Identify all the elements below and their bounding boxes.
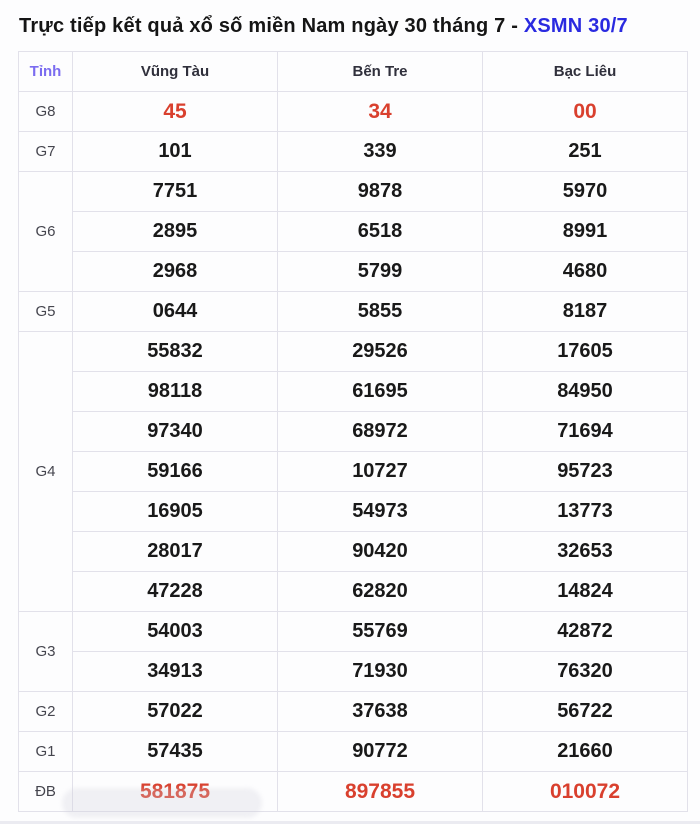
result-cell: 59166 [73, 452, 278, 492]
result-cell: 4680 [483, 252, 688, 292]
result-cell: 8187 [483, 292, 688, 332]
result-cell: 57022 [73, 692, 278, 732]
result-cell: 55832 [73, 332, 278, 372]
result-cell: 14824 [483, 572, 688, 612]
table-row [19, 332, 688, 372]
result-cell: 32653 [483, 532, 688, 572]
result-cell: 101 [73, 132, 278, 172]
result-cell: 97340 [73, 412, 278, 452]
result-cell: 5799 [278, 252, 483, 292]
result-cell: 34 [278, 92, 483, 132]
prize-label-g1: G1 [19, 732, 73, 772]
lottery-results-table [18, 51, 688, 812]
table-row [19, 452, 688, 492]
result-cell: 34913 [73, 652, 278, 692]
result-cell: 54973 [278, 492, 483, 532]
table-row [19, 132, 688, 172]
result-cell: 62820 [278, 572, 483, 612]
header-ben-tre: Bến Tre [278, 52, 483, 92]
result-cell: 897855 [278, 772, 483, 812]
result-cell: 2968 [73, 252, 278, 292]
table-row [19, 572, 688, 612]
result-cell: 71694 [483, 412, 688, 452]
header-bac-lieu: Bạc Liêu [483, 52, 688, 92]
prize-label-g6: G6 [19, 172, 73, 292]
result-cell: 16905 [73, 492, 278, 532]
table-row [19, 92, 688, 132]
table-row [19, 252, 688, 292]
result-cell: 55769 [278, 612, 483, 652]
prize-label-g7: G7 [19, 132, 73, 172]
result-cell: 7751 [73, 172, 278, 212]
table-row [19, 172, 688, 212]
result-cell: 13773 [483, 492, 688, 532]
result-cell: 00 [483, 92, 688, 132]
result-cell: 28017 [73, 532, 278, 572]
result-cell: 90420 [278, 532, 483, 572]
result-cell: 251 [483, 132, 688, 172]
result-cell: 76320 [483, 652, 688, 692]
result-cell: 010072 [483, 772, 688, 812]
result-cell: 581875 [73, 772, 278, 812]
result-cell: 42872 [483, 612, 688, 652]
prize-label-db: ĐB [19, 772, 73, 812]
table-row [19, 412, 688, 452]
result-cell: 17605 [483, 332, 688, 372]
result-cell: 45 [73, 92, 278, 132]
result-cell: 6518 [278, 212, 483, 252]
prize-label-g2: G2 [19, 692, 73, 732]
result-cell: 57435 [73, 732, 278, 772]
result-cell: 339 [278, 132, 483, 172]
result-cell: 47228 [73, 572, 278, 612]
result-cell: 61695 [278, 372, 483, 412]
table-row [19, 652, 688, 692]
result-cell: 68972 [278, 412, 483, 452]
result-cell: 5855 [278, 292, 483, 332]
result-cell: 10727 [278, 452, 483, 492]
table-row [19, 732, 688, 772]
table-row [19, 692, 688, 732]
result-cell: 56722 [483, 692, 688, 732]
header-tinh: Tỉnh [19, 52, 73, 92]
result-cell: 37638 [278, 692, 483, 732]
prize-label-g4: G4 [19, 332, 73, 612]
result-cell: 9878 [278, 172, 483, 212]
table-row [19, 372, 688, 412]
page-title [0, 0, 700, 38]
title-text: Trực tiếp kết quả xổ số miền Nam ngày 30 tháng 7 - [19, 15, 524, 37]
title-xsmn-link[interactable]: XSMN 30/7 [523, 15, 628, 37]
prize-label-g3: G3 [19, 612, 73, 692]
table-row [19, 532, 688, 572]
header-vung-tau: Vũng Tàu [73, 52, 278, 92]
result-cell: 8991 [483, 212, 688, 252]
result-cell: 98118 [73, 372, 278, 412]
table-row [19, 492, 688, 532]
table-header-row [19, 52, 688, 92]
prize-label-g5: G5 [19, 292, 73, 332]
result-cell: 54003 [73, 612, 278, 652]
result-cell: 2895 [73, 212, 278, 252]
result-cell: 95723 [483, 452, 688, 492]
result-cell: 90772 [278, 732, 483, 772]
table-row [19, 772, 688, 812]
result-cell: 21660 [483, 732, 688, 772]
table-row [19, 612, 688, 652]
table-row [19, 212, 688, 252]
table-row [19, 292, 688, 332]
result-cell: 29526 [278, 332, 483, 372]
result-cell: 84950 [483, 372, 688, 412]
prize-label-g8: G8 [19, 92, 73, 132]
result-cell: 0644 [73, 292, 278, 332]
result-cell: 71930 [278, 652, 483, 692]
result-cell: 5970 [483, 172, 688, 212]
